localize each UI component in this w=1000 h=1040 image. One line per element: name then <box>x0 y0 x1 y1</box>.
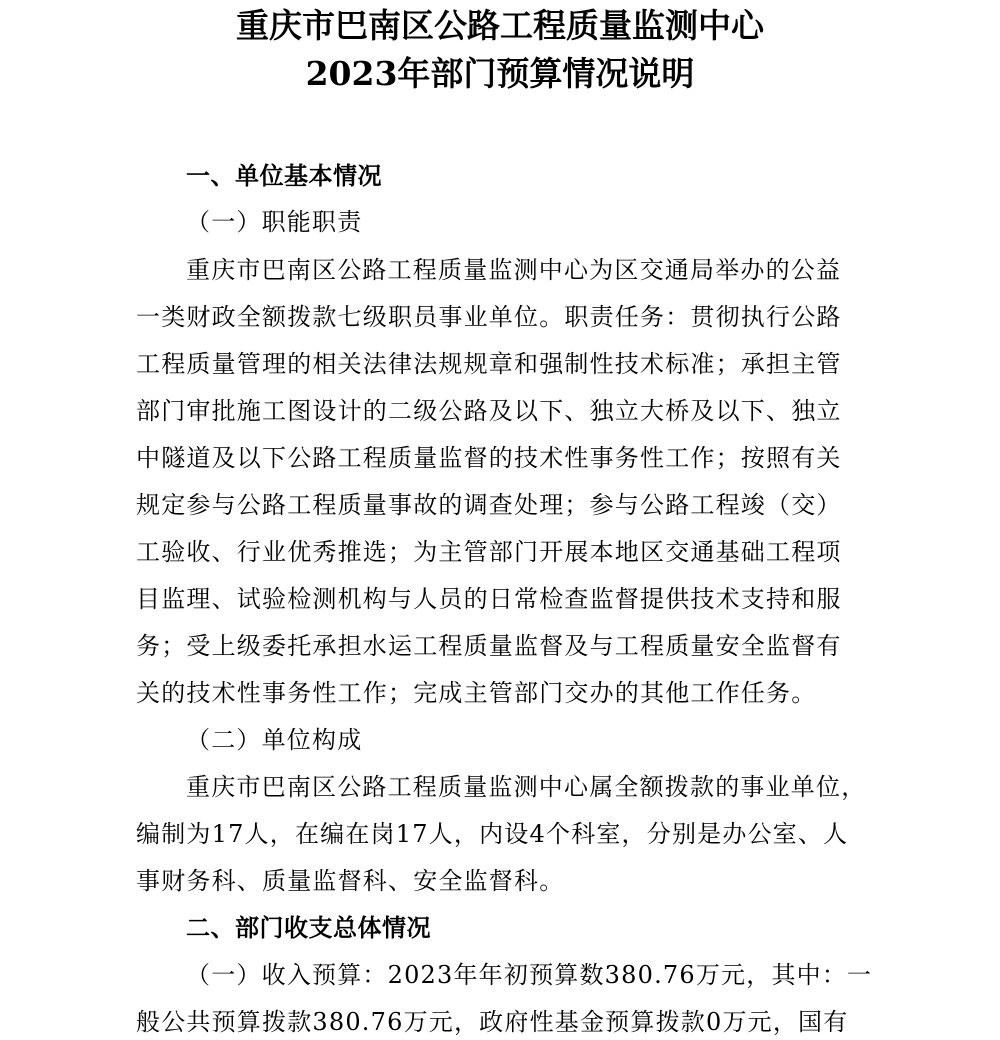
paragraph-line: 一类财政全额拨款七级职员事业单位。职责任务：贯彻执行公路 <box>136 303 842 331</box>
paragraph-line: 编制为17人，在编在岗17人，内设4个科室，分别是办公室、人 <box>136 820 849 848</box>
paragraph-line: 工程质量管理的相关法律法规规章和强制性技术标准；承担主管 <box>136 350 842 378</box>
document-title-line-1: 重庆市巴南区公路工程质量监测中心 <box>236 6 764 45</box>
paragraph-line: 事财务科、质量监督科、安全监督科。 <box>136 867 565 895</box>
paragraph-line: 目监理、试验检测机构与人员的日常检查监督提供技术支持和服 <box>136 585 842 613</box>
subsection-1-1-heading: （一）职能职责 <box>186 208 363 236</box>
paragraph-line: （一）收入预算：2023年年初预算数380.76万元，其中：一 <box>186 961 873 989</box>
paragraph-line: 规定参与公路工程质量事故的调查处理；参与公路工程竣（交） <box>136 491 842 519</box>
paragraph-line: 工验收、行业优秀推选；为主管部门开展本地区交通基础工程项 <box>136 538 842 566</box>
paragraph-line: 重庆市巴南区公路工程质量监测中心为区交通局举办的公益 <box>186 256 842 284</box>
document-title-line-2: 2023年部门预算情况说明 <box>305 54 695 93</box>
paragraph-line: 重庆市巴南区公路工程质量监测中心属全额拨款的事业单位， <box>186 773 867 801</box>
paragraph-line: 中隧道及以下公路工程质量监督的技术性事务性工作；按照有关 <box>136 444 842 472</box>
subsection-1-2-heading: （二）单位构成 <box>186 726 363 754</box>
paragraph-line: 关的技术性事务性工作；完成主管部门交办的其他工作任务。 <box>136 679 817 707</box>
section-1-heading: 一、单位基本情况 <box>186 161 382 190</box>
section-2-heading: 二、部门收支总体情况 <box>186 913 431 942</box>
paragraph-line: 部门审批施工图设计的二级公路及以下、独立大桥及以下、独立 <box>136 397 842 425</box>
paragraph-line: 务；受上级委托承担水运工程质量监督及与工程质量安全监督有 <box>136 632 842 660</box>
paragraph-line: 般公共预算拨款380.76万元，政府性基金预算拨款0万元，国有 <box>136 1008 849 1036</box>
